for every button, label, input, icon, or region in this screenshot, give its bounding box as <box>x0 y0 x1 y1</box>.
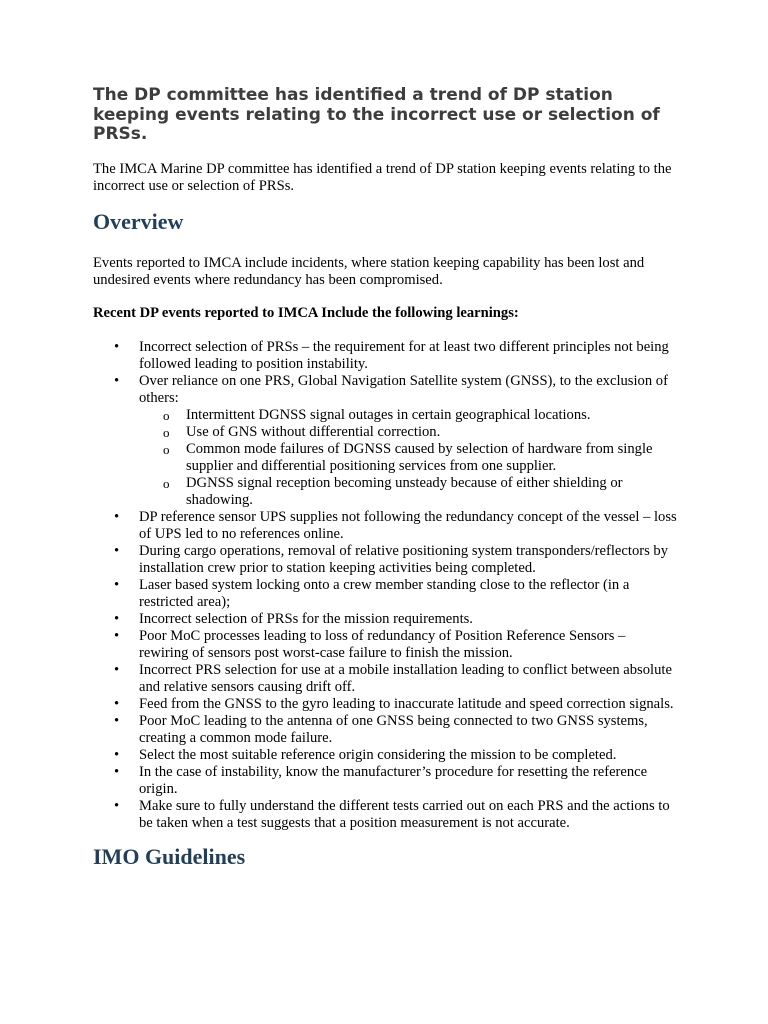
document-title: The DP committee has identified a trend of DP station keeping events relating to the incorrect use or selection of PRSs. <box>93 85 660 144</box>
learning-item <box>93 577 678 611</box>
intro-paragraph: The IMCA Marine DP committee has identified a trend of DP station keeping events relating to the incorrect use or selection of PRSs. <box>93 160 672 194</box>
learning-item-text: Poor MoC processes leading to loss of redundancy of Position Reference Sensors – rewiring of sensors post worst-case failure to finish the mission. <box>139 627 626 661</box>
learning-item-text: Feed from the GNSS to the gyro leading to inaccurate latitude and speed correction signals. <box>139 695 674 712</box>
learning-subitem: o Common mode failures of DGNSS caused by selection of hardware from single supplier and differential positioning services from one supplier. <box>139 441 678 475</box>
learning-item-text: Make sure to fully understand the different tests carried out on each PRS and the actions to be taken when a test suggests that a position measurement is not accurate. <box>139 797 670 831</box>
learning-item-text: During cargo operations, removal of relative positioning system transponders/reflectors by installation crew prior to station keeping activities being completed. <box>139 542 669 576</box>
learning-item <box>93 798 678 832</box>
learning-item <box>93 696 678 713</box>
learning-subitem: o Intermittent DGNSS signal outages in certain geographical locations. <box>139 407 678 424</box>
learning-item-text: Select the most suitable reference origin considering the mission to be completed. <box>139 746 617 763</box>
learnings-list <box>93 339 678 832</box>
learning-item-text: Poor MoC leading to the antenna of one GNSS being connected to two GNSS systems, creating a common mode failure. <box>139 712 648 746</box>
learning-sublist <box>139 407 678 509</box>
learning-item-text: Incorrect selection of PRSs – the requirement for at least two different principles not being followed leading to position instability. <box>139 338 669 372</box>
learning-item <box>93 373 678 509</box>
learning-item <box>93 611 678 628</box>
learnings-heading: Recent DP events reported to IMCA Include the following learnings: <box>93 304 519 321</box>
learning-item <box>93 764 678 798</box>
overview-paragraph: Events reported to IMCA include incidents, where station keeping capability has been lost and undesired events where redundancy has been compromised. <box>93 254 645 288</box>
learning-item <box>93 543 678 577</box>
learning-item-text: Incorrect selection of PRSs for the mission requirements. <box>139 610 473 627</box>
overview-heading: Overview <box>93 208 184 234</box>
learning-item <box>93 713 678 747</box>
learning-item <box>93 509 678 543</box>
learning-item <box>93 628 678 662</box>
learning-subitem: o DGNSS signal reception becoming unsteady because of either shielding or shadowing. <box>139 475 678 509</box>
learning-item-text: In the case of instability, know the manufacturer’s procedure for resetting the reference origin. <box>139 763 648 797</box>
learning-item-text: Laser based system locking onto a crew member standing close to the reflector (in a restricted area); <box>139 576 630 610</box>
learning-subitem: o Use of GNS without differential correction. <box>139 424 678 441</box>
learning-item <box>93 747 678 764</box>
learning-item <box>93 339 678 373</box>
learning-item-text: Over reliance on one PRS, Global Navigation Satellite system (GNSS), to the exclusion of others: <box>139 372 668 406</box>
document-content <box>93 86 678 870</box>
imo-guidelines-heading: IMO Guidelines <box>93 843 246 869</box>
learning-item-text: DP reference sensor UPS supplies not following the redundancy concept of the vessel – loss of UPS led to no references online. <box>139 508 677 542</box>
learning-item <box>93 662 678 696</box>
learning-item-text: Incorrect PRS selection for use at a mobile installation leading to conflict between absolute and relative sensors causing drift off. <box>139 661 672 695</box>
